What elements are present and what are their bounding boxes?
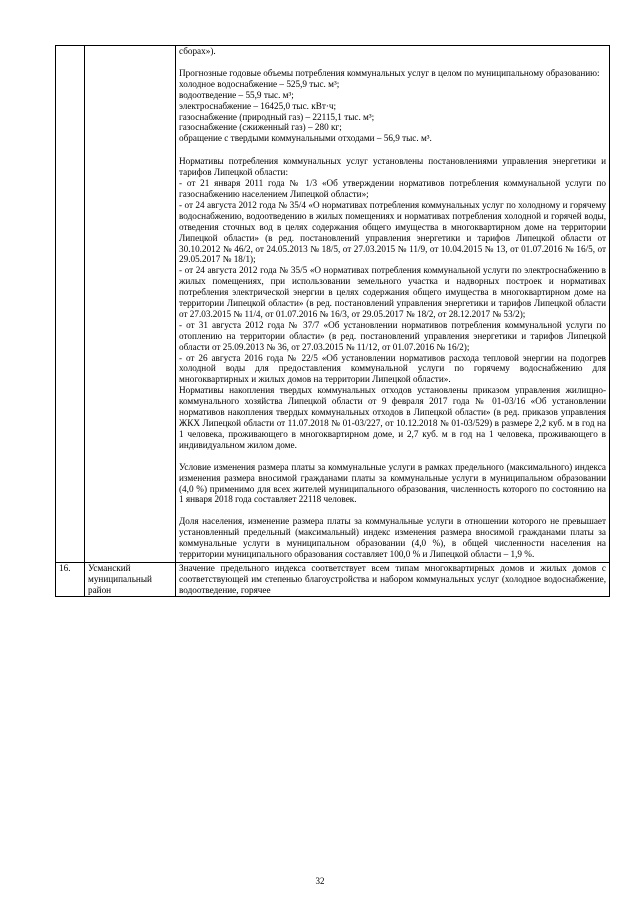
- forecast-item: обращение с твердыми коммунальными отходами – 56,9 тыс. м³.: [179, 133, 432, 144]
- normative-item: - от 26 августа 2016 года № 22/5 «Об установлении нормативов расхода тепловой энергии на подогрев холодной воды для предоставления коммунальной услуги по горячему водоснабжению для многоквартирных и жилых домов на территории Липецкой области».: [179, 352, 606, 385]
- population-share-text: Доля населения, изменение размера платы за коммунальные услуги в отношении которого не превышает установленный предельный (максимальный) индекс изменения размера вносимой гражданами платы за коммунальные услуги в муниципальном образовании (4,0 %), в общей численности населения на территории муниципального образования составляет 100,0 % и Липецкой области – 1,9 %.: [179, 516, 606, 560]
- row-number-cell: [56, 46, 85, 563]
- page-number: 32: [315, 876, 325, 886]
- description-cell: [176, 46, 610, 563]
- municipal-table: [55, 45, 610, 597]
- forecast-heading: Прогнозные годовые объемы потребления коммунальных услуг в целом по муниципальному образованию:: [179, 67, 600, 78]
- condition-text: Условие изменения размера платы за коммунальные услуги в рамках предельного (максимального) индекса изменения размера вносимой гражданами платы за коммунальные услуги в муниципальном образовании (4,0 %) применимо для всех жителей муниципального образования, численность которого по состоянию на 1 января 2018 года составляет 22118 человек.: [179, 461, 606, 505]
- forecast-item: водоотведение – 55,9 тыс. м³;: [179, 89, 294, 100]
- description-cell: [176, 562, 610, 596]
- normative-item: - от 24 августа 2012 года № 35/5 «О нормативах потребления коммунальной услуги по электроснабжению в жилых помещениях, при использовании земельного участка и надворных построек и нормативах потребления электрической энергии в целях содержания общего имущества в многоквартирном доме на территории Липецкой области» (в ред. постановлений управления энергетики и тарифов Липецкой области от 27.03.2015 № 11/4, от 01.07.2016 № 16/3, от 29.05.2017 № 18/2, от 28.12.2017 № 53/2);: [179, 265, 606, 319]
- normative-item: - от 21 января 2011 года № 1/3 «Об утверждении нормативов потребления коммунальной услуги по газоснабжению населением Липецкой области»;: [179, 178, 606, 199]
- table-row: [56, 46, 610, 563]
- municipality-name-cell: Усманский муниципальный район: [85, 562, 176, 596]
- normative-item: - от 24 августа 2012 года № 35/4 «О нормативах потребления коммунальных услуг по холодному и горячему водоснабжению, водоотведению в жилых помещениях и нормативах потребления холодной и горячей воды, отведения сточных вод в целях содержания общего имущества в многоквартирном доме на территории Липецкой области» (в ред. постановлений управления энергетики и тарифов Липецкой области от 30.10.2012 № 46/2, от 24.05.2013 № 18/5, от 27.03.2015 № 11/9, от 10.04.2015 № 13, от 01.07.2016 № 16/5, от 29.05.2017 № 18/1);: [179, 199, 606, 265]
- row-number-cell: 16.: [56, 562, 85, 596]
- forecast-item: электроснабжение – 16425,0 тыс. кВт·ч;: [179, 100, 337, 111]
- table-row: [56, 562, 610, 596]
- forecast-item: холодное водоснабжение – 525,9 тыс. м³;: [179, 78, 340, 89]
- forecast-item: газоснабжение (сжиженный газ) – 280 кг;: [179, 122, 342, 133]
- waste-norm-text: Нормативы накопления твердых коммунальных отходов установлены приказом управления жилищно-коммунального хозяйства Липецкой области от 9 февраля 2017 года № 01-03/16 «Об установлении нормативов накопления твердых коммунальных отходов в Липецкой области» (в ред. приказов управления ЖКХ Липецкой области от 11.07.2018 № 01-03/227, от 10.12.2018 № 01-03/529) в размере 2,2 куб. м в год на 1 человека, проживающего в многоквартирном доме, и 2,7 куб. м в год на 1 человека, проживающего в индивидуальном жилом доме.: [179, 385, 606, 450]
- intro-text: сборах»).: [179, 46, 216, 56]
- municipality-name-cell: [85, 46, 176, 563]
- normative-item: - от 31 августа 2012 года № 37/7 «Об установлении нормативов потребления коммунальной услуги по отоплению на территории области» (в ред. постановлений управления энергетики и тарифов Липецкой области от 25.09.2013 № 36, от 27.03.2015 № 11/12, от 01.07.2016 № 16/2);: [179, 319, 606, 352]
- forecast-item: газоснабжение (природный газ) – 22115,1 тыс. м³;: [179, 111, 375, 122]
- index-description-text: Значение предельного индекса соответствует всем типам многоквартирных домов и жилых домов с соответствующей им степенью благоустройства и набором коммунальных услуг (холодное водоснабжение, водоотведение, горячее: [179, 562, 606, 595]
- normatives-heading: Нормативы потребления коммунальных услуг установлены постановлениями управления энергетики и тарифов Липецкой области:: [179, 156, 606, 178]
